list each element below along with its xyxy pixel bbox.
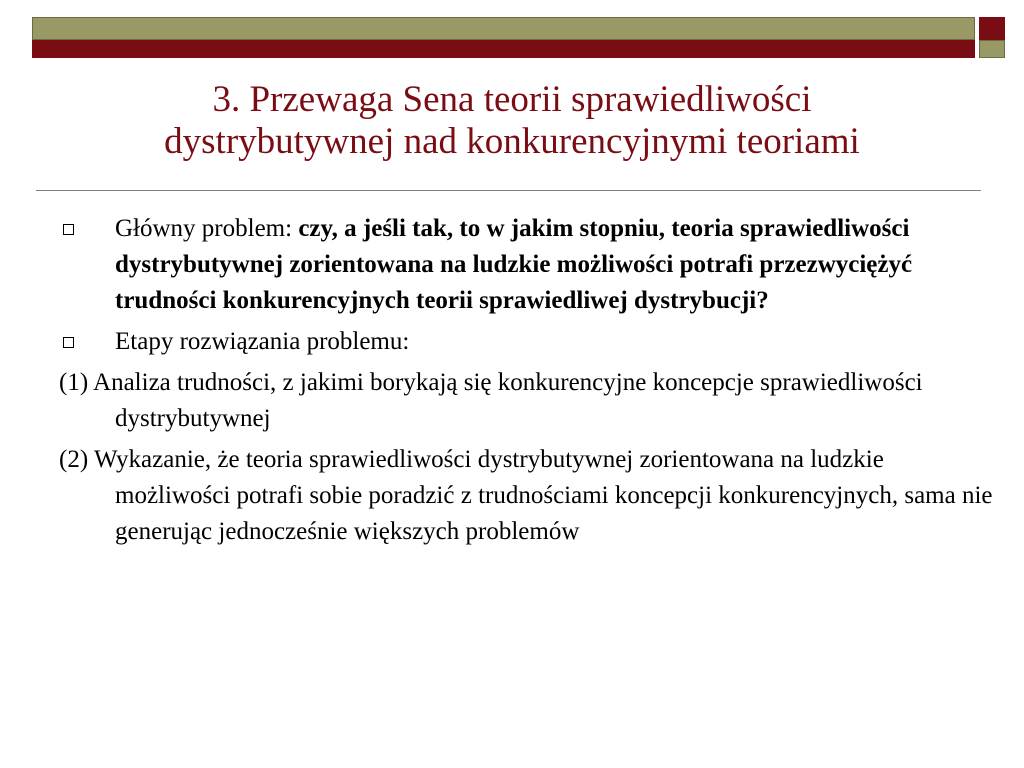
bullet-main-problem-prefix: Główny problem:: [115, 215, 299, 242]
hollow-square-bullet-icon: [63, 224, 74, 235]
slide-title-line-2: dystrybutywnej nad konkurencyjnymi teoriami: [164, 121, 860, 162]
header-square-maroon: [979, 17, 1005, 40]
header-bar-olive: [32, 17, 975, 40]
slide-body: [0, 211, 1024, 555]
header-bar-maroon: [32, 40, 975, 58]
step-2: (2) Wykazanie, że teoria sprawiedliwości dystrybutywnej zorientowana na ludzkie możliwości potrafi sobie poradzić z trudnościami koncepcji konkurencyjnych, sama nie generując jednocześnie większych problemów: [59, 446, 993, 545]
bullet-solution-stages-text: Etapy rozwiązania problemu:: [115, 328, 410, 355]
title-divider: [36, 190, 981, 191]
bullet-main-problem-question: czy, a jeśli tak, to w jakim stopniu, teoria sprawiedliwości dystrybutywnej zorientowana na ludzkie możliwości potrafi przezwyciężyć trudności konkurencyjnych teorii sprawiedliwej dystrybucji?: [115, 215, 913, 314]
step-1: (1) Analiza trudności, z jakimi borykają się konkurencyjne koncepcje sprawiedliwości dystrybutywnej: [59, 369, 923, 432]
slide-title-line-1: 3. Przewaga Sena teorii sprawiedliwości: [212, 79, 812, 120]
slide-title: [60, 79, 964, 163]
bullet-main-problem: [115, 211, 975, 319]
header-square-olive: [979, 40, 1005, 58]
hollow-square-bullet-icon: [63, 337, 74, 348]
bullet-solution-stages: [115, 324, 975, 360]
